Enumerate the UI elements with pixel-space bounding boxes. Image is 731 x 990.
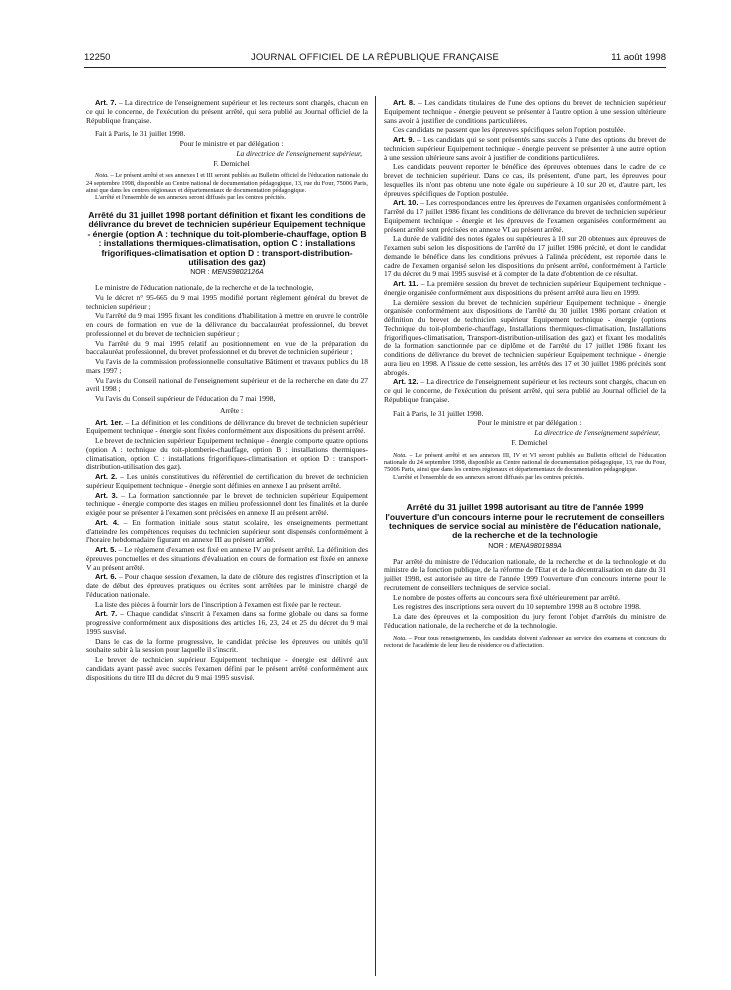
signature-for: Pour le ministre et par délégation : xyxy=(477,418,582,428)
paragraph: Le brevet de technicien supérieur Equipement technique - énergie comporte quatre options (option A : technique du toit-plomberie-chauffage, option B : installations thermiques-climatisation, option C : installations frigorifiques-climatisation et option D : transport-distribution-utilisation des gaz). xyxy=(86,436,368,472)
article-2: Art. 2. – Les unités constitutives du référentiel de certification du brevet de technicien supérieur Equipement technique - énergie sont définies en annexe I au présent arrêté. xyxy=(86,472,368,490)
header-rule xyxy=(84,67,666,68)
decree-title: Arrêté du 31 juillet 1998 portant définition et fixant les conditions de délivrance du brevet de technicien supérieur Equipement technique - énergie (option A : technique du toit-plomberie-chauffage, option B : installations thermiques-climatisation, option C : installations frigorifiques-climatisation et option D : transport-distribution-utilisation des gaz) xyxy=(87,209,367,267)
paragraph: Le nombre de postes offerts au concours sera fixé ultérieurement par arrêté. xyxy=(393,592,620,602)
paragraph: La date des épreuves et la composition du jury feront l'objet d'arrêtés du ministre de l'éducation nationale, de la recherche et de la technologie. xyxy=(384,612,666,630)
article-12: Art. 12. – La directrice de l'enseignement supérieur et les recteurs sont chargés, chacun en ce qui le concerne, de l'exécution du présent arrêté, qui sera publié au Journal officiel de la République française. xyxy=(384,377,666,404)
article-6: Art. 6. – Pour chaque session d'examen, la date de clôture des registres d'inscription et la date de début des épreuves pratiques ou écrites sont arrêtées par le ministre chargé de l'éducation nationale. xyxy=(86,572,368,599)
signature-role: La directrice de l'enseignement supérieur, xyxy=(236,148,362,158)
nor-reference: NOR : MENA9801989A xyxy=(488,542,562,550)
paragraph: Par arrêté du ministre de l'éducation nationale, de la recherche et de la technologie et du ministre de la fonction publique, de la réforme de l'Etat et de la décentralisation en date du 31 juillet 1998, est autorisée au titre de l'année 1999 l'ouverture d'un concours interne pour le recrutement de conseillers techniques de service social. xyxy=(384,556,666,592)
column-divider xyxy=(375,96,376,976)
paragraph: Les registres des inscriptions sera ouvert du 10 septembre 1998 au 8 octobre 1998. xyxy=(393,602,641,612)
article-7b: Art. 7. – Chaque candidat s'inscrit à l'examen dans sa forme globale ou dans sa forme progressive conformément aux dispositions des articles 16, 23, 24 et 25 du décret du 9 mai 1995 susvisé. xyxy=(86,609,369,636)
paragraph: Dans le cas de la forme progressive, le candidat précise les épreuves ou unités qu'il souhaite subir à la session pour laquelle il s'inscrit. xyxy=(86,636,368,655)
signature-for: Pour le ministre et par délégation : xyxy=(179,139,284,148)
arrete-heading: Arrête : xyxy=(219,405,244,415)
paragraph: Vu l'arrêté du 9 mai 1995 relatif au positionnement en vue de la préparation du baccalauréat professionnel, du brevet professionnel et du brevet de technicien supérieur ; xyxy=(86,338,368,357)
article-9: Art. 9. – Les candidats qui se sont présentés sans succès à l'une des options du brevet de technicien supérieur Equipement technique - énergie peuvent se présenter à une autre option à une session ultérieure sans avoir à justifier de conditions particulières. xyxy=(384,135,666,162)
article-10: Art. 10. – Les correspondances entre les épreuves de l'examen organisées conformément à l'arrêté du 17 juillet 1986 fixant les conditions de délivrance du brevet de technicien supérieur Equipement technique - énergie et les épreuves de l'examen organisées conformément au présent arrêté sont précisées en annexe VI au présent arrêté. xyxy=(384,198,667,234)
left-column xyxy=(86,99,368,683)
nor-reference: NOR : MENS9802126A xyxy=(190,269,264,277)
signature-name: F. Demichel xyxy=(213,158,250,168)
paragraph: Le ministre de l'éducation nationale, de la recherche et de la technologie, xyxy=(95,283,314,293)
paragraph: Ces candidats ne passent que les épreuves spécifiques selon l'option postulée. xyxy=(393,125,626,135)
signature-place: Fait à Paris, le 31 juillet 1998. xyxy=(95,129,186,139)
article-4: Art. 4. – En formation initiale sous statut scolaire, les enseignements permettant d'atteindre les compétences requises du technicien supérieur sont dispensés conformément à l'horaire hebdomadaire figurant en annexe III au présent arrêté. xyxy=(86,517,368,545)
article-3: Art. 3. – La formation sanctionnée par le brevet de technicien supérieur Equipement technique - énergie comporte des stages en milieu professionnel dont les finalités et la durée exigée pour se présenter à l'examen sont précisées en annexe II au présent arrêté. xyxy=(86,490,369,518)
nota: Nota. – Le présent arrêté et ses annexes I et III seront publiés au Bulletin officiel de l'éducation nationale du 24 septembre 1998, disponible au Centre national de documentation pédagogique, 13, rue du Four, 75006 Paris, ainsi que dans les centres régionaux et départementaux de documentation pédagogique. L'arrêté et l'ensemble de ses annexes seront diffusés par les centres précités. xyxy=(86,172,368,202)
article-7: Art. 7. – La directrice de l'enseignement supérieur et les recteurs sont chargés, chacun en ce qui le concerne, de l'exécution du présent arrêté, qui sera publié au Journal officiel de la République française. xyxy=(86,98,368,125)
signature-place: Fait à Paris, le 31 juillet 1998. xyxy=(393,408,484,418)
paragraph: La liste des pièces à fournir lors de l'inscription à l'examen est fixée par le recteur. xyxy=(95,599,341,609)
paragraph: Vu l'avis du Conseil national de l'enseignement supérieur et de la recherche en date du 27 avril 1998 ; xyxy=(86,375,368,394)
page-number: 12250 xyxy=(84,52,111,63)
nota: Nota. – Le présent arrêté et ses annexes III, IV et VI seront publiés au Bulletin officiel de l'éducation nationale du 24 septembre 1998, disponible au Centre national de documentation pédagogique, 13, rue du Four, 75006 Paris, ainsi que dans les centres régionaux et départementaux de documentation pédagogique. L'arrêté et l'ensemble de ses annexes seront diffusés par les centres précités. xyxy=(384,451,666,481)
article-5: Art. 5. – Le règlement d'examen est fixé en annexe IV au présent arrêté. La définition des épreuves ponctuelles et des situations d'évaluation en cours de formation est fixée en annexe V au présent arrêté. xyxy=(86,545,368,572)
paragraph: Les candidats peuvent reporter le bénéfice des épreuves obtenues dans le cadre de ce brevet de technicien supérieur. Dans ce cas, ils présentent, d'une part, les épreuves pour lesquelles ils n'ont pas obtenu une note égale ou supérieure à 10 sur 20 et, d'autre part, les épreuves spécifiques de l'option postulée. xyxy=(384,162,666,198)
paragraph: La dernière session du brevet de technicien supérieur Equipement technique - énergie organisée conformément aux dispositions de l'arrêté du 30 juillet 1986 portant création et définition du brevet de technicien supérieur Equipement technique - énergie (options Technique du toit-plomberie-chauffage, Installations thermiques-climatisation, Installations frigorifiques-climatisation, Transport-distribution-utilisation des gaz) et fixant les modalités de la formation sanctionnée par ce diplôme et de l'arrêté du 17 juillet 1986 fixant les conditions de délivrance du brevet de technicien supérieur Equipement technique - énergie aura lieu en 1998. A l'issue de cette session, les arrêtés des 17 et 30 juillet 1986 précités sont abrogés. xyxy=(384,297,666,377)
signature-name: F. Demichel xyxy=(511,437,548,447)
right-column xyxy=(384,99,666,649)
journal-title: JOURNAL OFFICIEL DE LA RÉPUBLIQUE FRANÇAISE xyxy=(250,52,500,63)
decree-title: Arrêté du 31 juillet 1998 autorisant au titre de l'année 1999 l'ouverture d'un concours interne pour le recrutement de conseillers techniques de service social au ministère de l'éducation nationale, de la recherche et de la technologie xyxy=(385,502,665,541)
signature-role: La directrice de l'enseignement supérieur, xyxy=(534,428,660,437)
paragraph: Vu le décret n° 95-665 du 9 mai 1995 modifié portant règlement général du brevet de technicien supérieur ; xyxy=(86,292,368,311)
paragraph: Vu l'avis du Conseil supérieur de l'éducation du 7 mai 1998, xyxy=(95,394,276,404)
paragraph: Le brevet de technicien supérieur Equipement technique - énergie est délivré aux candidats ayant passé avec succès l'examen défini par le présent arrêté conformément aux dispositions du titre III du décret du 9 mai 1995 susvisé. xyxy=(86,655,368,682)
nota-contact: Nota. – Pour tous renseignements, les candidats doivent s'adresser au service des examens et concours du rectorat de l'académie de leur lieu de résidence ou d'affectation. xyxy=(384,634,666,649)
article-1: Art. 1er. – La définition et les conditions de délivrance du brevet de technicien supérieur Equipement technique - énergie sont fixées conformément aux dispositions du présent arrêté. xyxy=(86,417,368,436)
page-header xyxy=(84,50,666,66)
article-11: Art. 11. – La première session du brevet de technicien supérieur Equipement technique - énergie organisée conformément aux dispositions du présent arrêté aura lieu en 1999. xyxy=(384,279,666,297)
paragraph: Vu l'arrêté du 9 mai 1995 fixant les conditions d'habilitation à mettre en œuvre le contrôle en cours de formation en vue de la délivrance du baccalauréat professionnel, du brevet professionnel et du brevet de technicien supérieur ; xyxy=(86,311,368,338)
article-8: Art. 8. – Les candidats titulaires de l'une des options du brevet de technicien supérieur Equipement technique - énergie peuvent se présenter à l'autre option à une session ultérieure sans avoir à justifier de conditions particulières. xyxy=(384,98,666,125)
paragraph: La durée de validité des notes égales ou supérieures à 10 sur 20 obtenues aux épreuves de l'examen subi selon les dispositions de l'arrêté du 17 juillet 1986 précité, et dont le candidat demande le bénéfice dans les conditions prévues à l'alinéa précédent, est reportée dans le cadre de l'examen organisé selon les dispositions du présent arrêté, conformément à l'article 17 du décret du 9 mai 1995 susvisé et à compter de la date d'obtention de ce résultat. xyxy=(384,234,666,279)
publication-date: 11 août 1998 xyxy=(611,52,666,63)
paragraph: Vu l'avis de la commission professionnelle consultative Bâtiment et travaux publics du 18 mars 1997 ; xyxy=(86,357,368,375)
